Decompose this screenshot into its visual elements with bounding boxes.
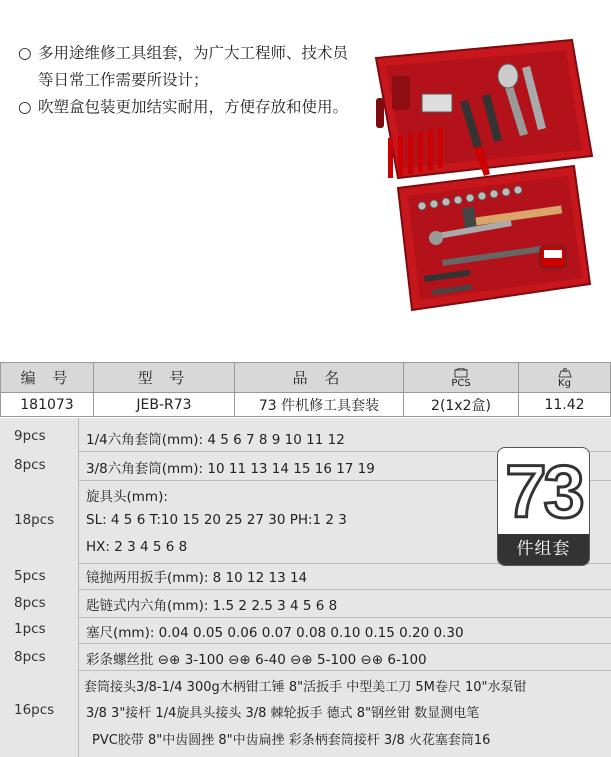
value-kg: 11.42 [519,393,611,417]
content-line: 彩条螺丝批 ⊖⊕ 3-100 ⊖⊕ 6-40 ⊖⊕ 5-100 ⊖⊕ 6-100 [86,652,427,668]
intro-item [18,40,358,94]
intro-text: 多用途维修工具组套，为广大工程师、技术员等日常工作需要所设计； [38,44,349,89]
qty-label: 18pcs [14,512,55,528]
content-line: 1/4六角套筒(mm): 4 5 6 7 8 9 10 11 12 [86,432,345,448]
value-pcs: 2(1x2盒) [404,393,519,417]
row-divider [78,670,611,671]
toolkit-case-image [362,38,594,320]
qty-label: 5pcs [14,568,46,584]
qty-label: 9pcs [14,428,46,444]
intro-text: 吹塑盒包装更加结实耐用，方便存放和使用。 [38,98,349,116]
box-icon [454,368,468,378]
qty-label: 8pcs [14,649,46,665]
badge-number: 73 [505,449,582,533]
kg-label: Kg [558,377,571,389]
spec-table [0,362,611,417]
header-pcs [404,363,519,393]
spec-header-row [1,363,611,393]
header-code: 编 号 [1,363,94,393]
badge-label: 件组套 [498,534,589,565]
value-code: 181073 [1,393,94,417]
row-divider [78,589,611,590]
weight-icon [558,368,572,378]
content-line: 匙链式内六角(mm): 1.5 2 2.5 3 4 5 6 8 [86,598,338,614]
header-kg [519,363,611,393]
qty-label: 8pcs [14,595,46,611]
content-line: 旋具头(mm): [86,489,168,505]
content-line: 3/8 3"接杆 1/4旋具头接头 3/8 棘轮扳手 德式 8"钢丝钳 数显测电笔 [86,706,480,721]
qty-label: 8pcs [14,457,46,473]
content-line: PVC胶带 8"中齿圆挫 8"中齿扁挫 彩条柄套筒接杆 3/8 火花塞套筒16 [92,733,491,748]
piece-count-badge [497,447,590,566]
qty-label: 16pcs [14,702,55,718]
header-model: 型 号 [94,363,235,393]
content-line: HX: 2 3 4 5 6 8 [86,539,188,555]
pcs-label: PCS [451,377,471,389]
spec-value-row [1,393,611,417]
content-line: 镜抛两用扳手(mm): 8 10 12 13 14 [86,570,308,586]
intro-item [18,94,358,121]
intro-bullets [18,40,358,121]
content-line: 套筒接头3/8-1/4 300g木柄钳工锤 8"活扳手 中型美工刀 5M卷尺 10"水泵钳 [84,680,527,695]
row-divider [78,643,611,644]
content-line: 3/8六角套筒(mm): 10 11 13 14 15 16 17 19 [86,461,375,477]
header-product: 品 名 [235,363,404,393]
bullet-circle-icon: ○ [18,98,32,116]
value-product: 73 件机修工具套装 [235,393,404,417]
column-divider [78,418,79,757]
qty-label: 1pcs [14,621,46,637]
content-line: 塞尺(mm): 0.04 0.05 0.06 0.07 0.08 0.10 0.15 0.20 0.30 [86,625,464,641]
bullet-circle-icon: ○ [18,44,32,62]
value-model: JEB-R73 [94,393,235,417]
content-line: SL: 4 5 6 T:10 15 20 25 27 30 PH:1 2 3 [86,512,347,528]
row-divider [78,617,611,618]
